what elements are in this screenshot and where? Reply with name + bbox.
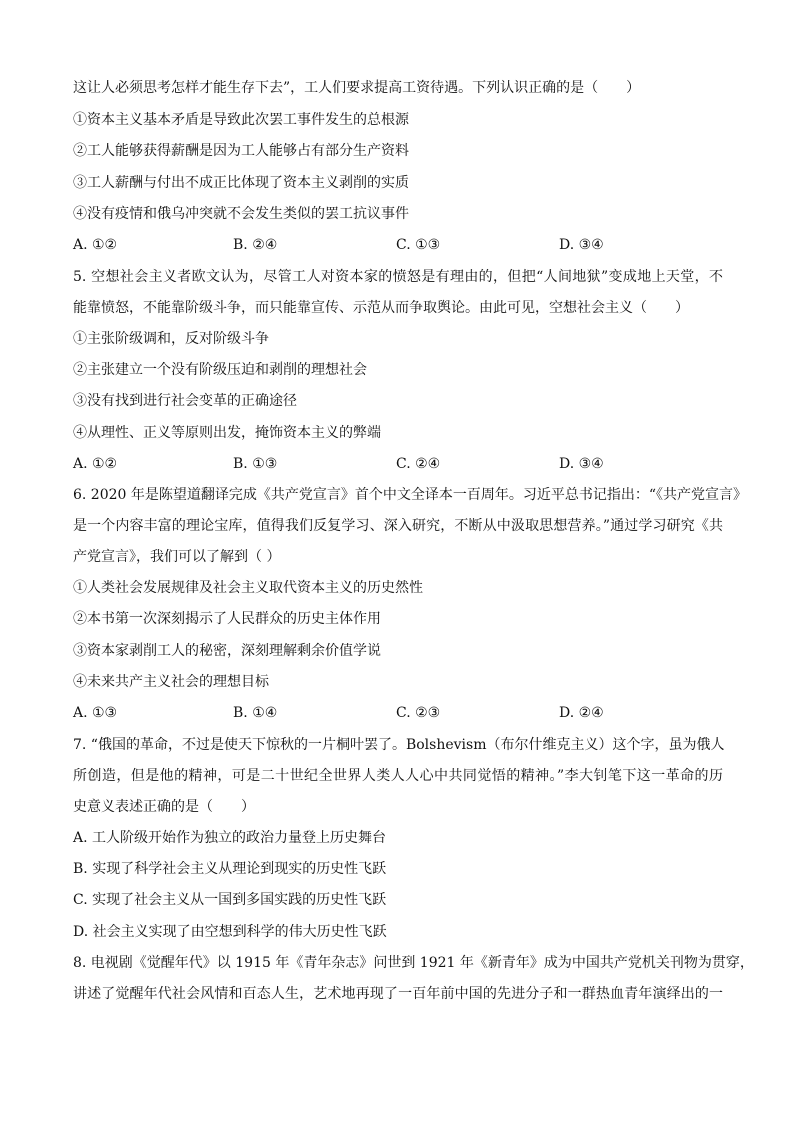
q6-item-3: ③资本家剥削工人的秘密，深刻理解剩余价值学说 <box>73 643 381 659</box>
q7-option-a[interactable]: A. 工人阶级开始作为独立的政治力量登上历史舞台 <box>73 830 387 846</box>
q6-item-1: ①人类社会发展规律及社会主义取代资本主义的历史然性 <box>73 580 423 596</box>
q5-item-4: ④从理性、正义等原则出发，掩饰资本主义的弊端 <box>73 425 381 441</box>
q7-option-c[interactable]: C. 实现了社会主义从一国到多国实践的历史性飞跃 <box>73 892 387 908</box>
q7-option-d[interactable]: D. 社会主义实现了由空想到科学的伟大历史性飞跃 <box>73 924 387 940</box>
q4-option-b[interactable]: B. ②④ <box>233 237 278 253</box>
q4-option-a[interactable]: A. ①② <box>73 237 118 253</box>
q4-item-1: ①资本主义基本矛盾是导致此次罢工事件发生的总根源 <box>73 112 409 128</box>
q7-option-b[interactable]: B. 实现了科学社会主义从理论到现实的历史性飞跃 <box>73 861 387 877</box>
q5-item-3: ③没有找到进行社会变革的正确途径 <box>73 393 297 409</box>
q4-option-d[interactable]: D. ③④ <box>559 237 604 253</box>
q4-item-4: ④没有疫情和俄乌冲突就不会发生类似的罢工抗议事件 <box>73 206 409 222</box>
q4-item-2: ②工人能够获得薪酬是因为工人能够占有部分生产资料 <box>73 143 409 159</box>
q8-stem-line-2: 讲述了觉醒年代社会风情和百态人生，艺术地再现了一百年前中国的先进分子和一群热血青年演绎出的一 <box>73 986 723 1002</box>
q5-option-b[interactable]: B. ①③ <box>233 456 278 472</box>
q5-item-1: ①主张阶级调和，反对阶级斗争 <box>73 331 269 347</box>
q6-option-a[interactable]: A. ①③ <box>73 705 118 721</box>
q6-stem-line-3: 产党宣言》，我们可以了解到（ ） <box>73 549 281 565</box>
q7-stem-line-1: 7. “俄国的革命，不过是使天下惊秋的一片桐叶罢了。Bolshevism（布尔什维克主义）这个字，虽为俄人 <box>73 737 725 753</box>
q6-option-c[interactable]: C. ②③ <box>396 705 441 721</box>
q8-stem-line-1: 8. 电视剧《觉醒年代》以 1915 年《青年杂志》问世到 1921 年《新青年》成为中国共产党机关刊物为贯穿， <box>73 955 754 971</box>
q5-option-c[interactable]: C. ②④ <box>396 456 441 472</box>
q6-stem-line-1: 6. 2020 年是陈望道翻译完成《共产党宣言》首个中文全译本一百周年。习近平总书记指出：“《共产党宣言》 <box>73 487 748 503</box>
q6-item-2: ②本书第一次深刻揭示了人民群众的历史主体作用 <box>73 611 381 627</box>
q5-stem-line-2: 能靠愤怒，不能靠阶级斗争，而只能靠宣传、示范从而争取舆论。由此可见，空想社会主义（ ） <box>73 300 689 316</box>
q6-item-4: ④未来共产主义社会的理想目标 <box>73 674 269 690</box>
q5-item-2: ②主张建立一个没有阶级压迫和剥削的理想社会 <box>73 362 367 378</box>
q6-stem-line-2: 是一个内容丰富的理论宝库，值得我们反复学习、深入研究，不断从中汲取思想营养。”通过学习研究《共 <box>73 518 723 534</box>
q6-option-b[interactable]: B. ①④ <box>233 705 278 721</box>
q6-option-d[interactable]: D. ②④ <box>559 705 604 721</box>
q4-option-c[interactable]: C. ①③ <box>396 237 441 253</box>
q7-stem-line-2: 所创造，但是他的精神，可是二十世纪全世界人类人人心中共同觉悟的精神。”李大钊笔下这一革命的历 <box>73 768 723 784</box>
q5-option-a[interactable]: A. ①② <box>73 456 118 472</box>
q5-option-d[interactable]: D. ③④ <box>559 456 604 472</box>
q7-stem-line-3: 史意义表述正确的是（ ） <box>73 799 255 815</box>
q4-item-3: ③工人薪酬与付出不成正比体现了资本主义剥削的实质 <box>73 175 409 191</box>
q5-stem-line-1: 5. 空想社会主义者欧文认为，尽管工人对资本家的愤怒是有理由的，但把“人间地狱”变成地上天堂，不 <box>73 269 723 285</box>
q4-stem-end: 这让人必须思考怎样才能生存下去”，工人们要求提高工资待遇。下列认识正确的是（ ） <box>73 80 641 96</box>
